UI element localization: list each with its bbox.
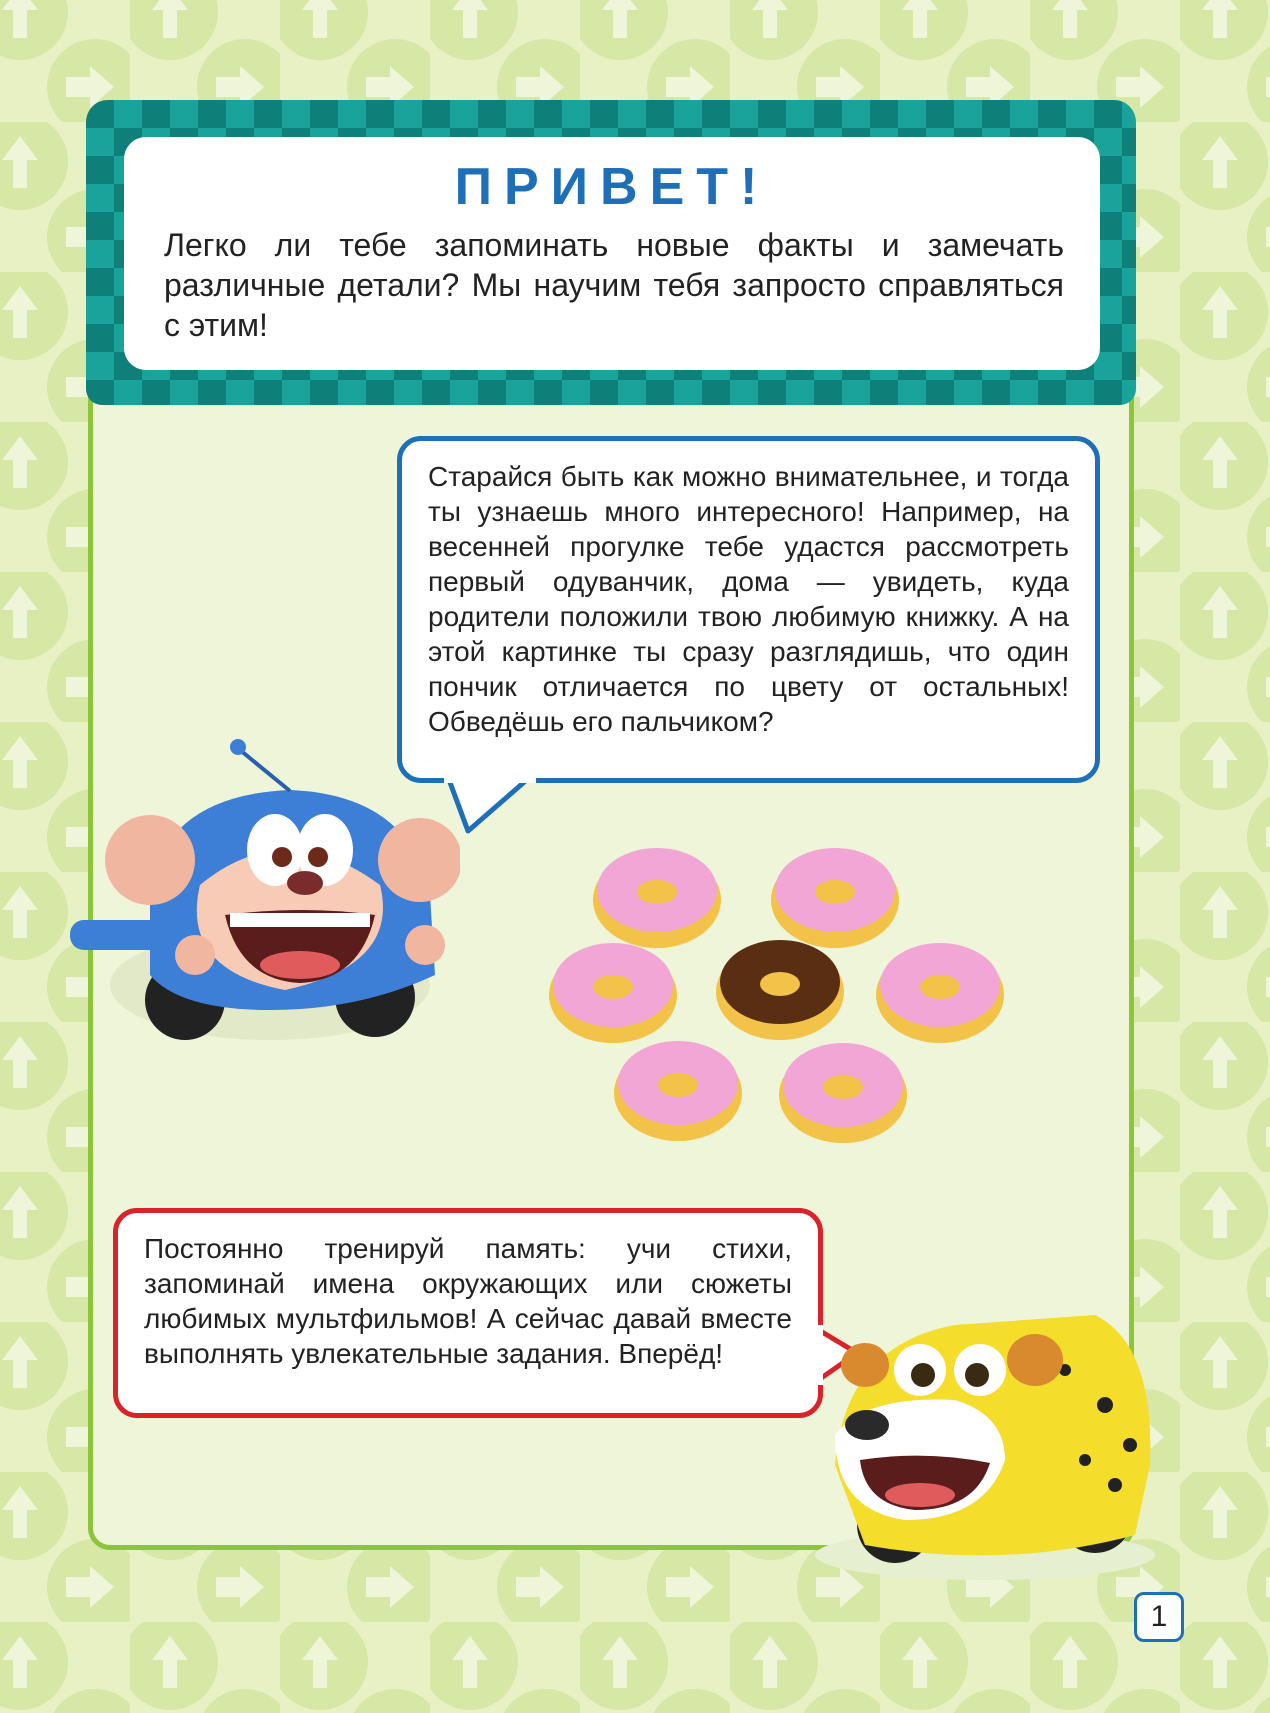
monkey-car-character [60, 735, 460, 1055]
intro-box [124, 137, 1100, 370]
donut-pink-4 [876, 943, 1004, 1043]
donuts-illustration [545, 820, 1025, 1180]
speech-bubble-top [397, 436, 1100, 783]
donut-pink-2 [771, 848, 899, 948]
leopard-car-character [805, 1285, 1170, 1585]
donut-pink-6 [779, 1043, 907, 1143]
speech-bubble-bottom-text: Постоянно тренируй память: учи стихи, запоминай имена окружающих или сюжеты любимых мультфильмов! А сейчас давай вместе выполнять увлекательные задания. Вперёд! [144, 1233, 792, 1369]
page-number: 1 [1134, 1592, 1184, 1642]
speech-bubble-top-text: Старайся быть как можно внимательнее, и тогда ты узнаешь много интересного! Например, на весенней прогулке тебе удастся рассмотреть первый одуванчик, дома — увидеть, куда родители положили твою любимую книжку. А на этой картинке ты сразу разглядишь, что один пончик отличается по цвету от остальных! Обведёшь его пальчиком? [428, 461, 1069, 737]
speech-bubble-bottom [113, 1208, 823, 1418]
donut-chocolate [716, 940, 844, 1040]
page-title: ПРИВЕТ! [454, 158, 770, 216]
donut-pink-1 [593, 848, 721, 948]
intro-text: Легко ли тебе запоминать новые факты и замечать различные детали? Мы научим тебя запросто справляться с этим! [164, 227, 1064, 343]
donut-pink-5 [614, 1041, 742, 1141]
donut-pink-3 [549, 943, 677, 1043]
